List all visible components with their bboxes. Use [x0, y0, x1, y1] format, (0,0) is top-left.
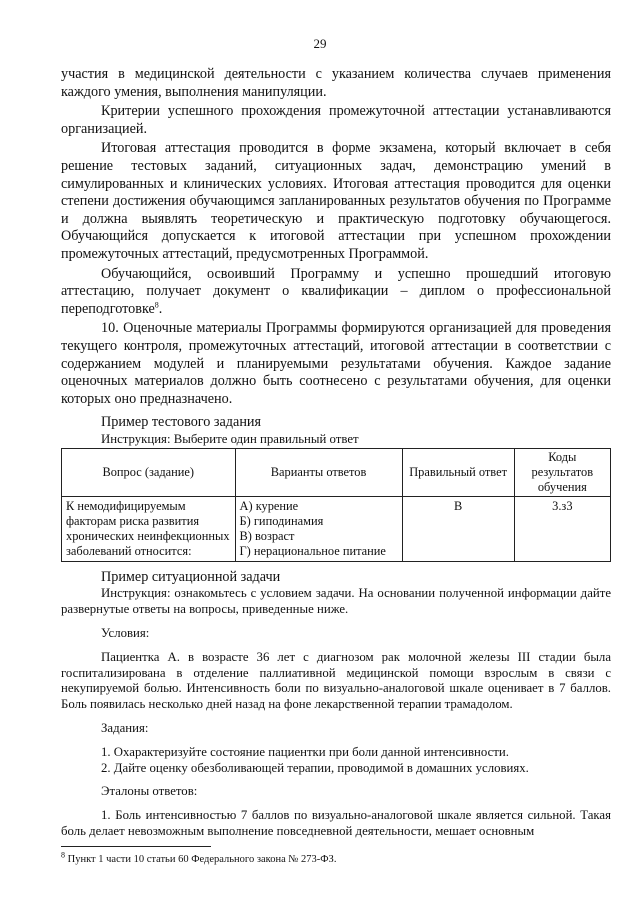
paragraph-participation: участия в медицинской деятельности с указанием количества случаев применения каждого умения, выполнения манипуляции.	[61, 66, 611, 100]
situational-instruction: Инструкция: ознакомьтесь с условием задачи. На основании полученной информации дайте развернутые ответы на вопросы, приведенные ниже.	[61, 586, 611, 617]
footnote	[61, 850, 337, 865]
conditions-text: Пациентка А. в возрасте 36 лет с диагнозом рак молочной железы III стадии была госпитализирована в отделение паллиативной медицинской помощи взрослым в связи с некупируемой болью. Интенсивность боли по визуально-аналоговой шкале оценивает в 7 баллов. Боль появилась несколько дней назад на фоне лекарственной терапии трамадолом.	[61, 649, 611, 712]
tasks-label: Задания:	[101, 721, 149, 736]
situational-task-heading: Пример ситуационной задачи	[101, 568, 281, 585]
table-row	[62, 496, 611, 561]
code-cell: 3.з3	[514, 496, 610, 561]
footnote-divider	[61, 846, 211, 847]
footnote-marker: 8	[61, 850, 65, 860]
option-a: А) курение	[239, 498, 299, 513]
situational-task	[61, 586, 611, 839]
test-instruction: Инструкция: Выберите один правильный ответ	[101, 431, 359, 446]
paragraph-diploma	[61, 266, 611, 319]
test-example-heading: Пример тестового задания	[101, 414, 262, 431]
header-result-codes: Коды результатов обучения	[514, 448, 610, 496]
paragraph-criteria: Критерии успешного прохождения промежуточной аттестации устанавливаются организацией.	[61, 103, 611, 137]
option-c: В) возраст	[239, 528, 295, 543]
table-header-row	[62, 448, 611, 496]
option-b: Б) гиподинамия	[239, 513, 324, 528]
page-number: 29	[313, 36, 327, 51]
answer-text: 1. Боль интенсивностью 7 баллов по визуально-аналоговой шкале является сильной. Такая боль делает невозможным выполнение повседневной деятельности, мешает основным	[61, 808, 611, 839]
document-body	[61, 66, 611, 840]
paragraph-diploma-text: Обучающийся, освоивший Программу и успешно прошедший итоговую аттестацию, получает документ о квалификации – диплом о профессиональной переподготовке	[61, 265, 611, 317]
paragraph-final-attestation: Итоговая аттестация проводится в форме экзамена, который включает в себя решение тестовых заданий, ситуационных задач, демонстрацию умений в симулированных и клинических условиях. Итоговая аттестация проводится для оценки степени достижения обучающимся запланированных результатов обучения по Программе и должна выявлять теоретическую и практическую подготовку обучающегося. Обучающийся допускается к итоговой аттестации при успешном прохождении промежуточных аттестаций, предусмотренных Программой.	[61, 140, 611, 262]
conditions-label: Условия:	[101, 626, 150, 641]
paragraph-assessment-materials: 10. Оценочные материалы Программы формируются организацией для проведения текущего контроля, промежуточных аттестаций, итоговой аттестации в соответствии с содержанием модулей и планируемыми результатами обучения. Каждое задание оценочных материалов должно быть соотнесено с результатами обучения, для оценки которых оно предназначено.	[61, 320, 611, 407]
header-correct-answer: Правильный ответ	[402, 448, 514, 496]
footnote-text: Пункт 1 части 10 статьи 60 Федерального закона № 273-ФЗ.	[65, 854, 337, 865]
task-1: 1. Охарактеризуйте состояние пациентки при боли данной интенсивности.	[101, 744, 509, 759]
paragraph-diploma-end: .	[158, 300, 163, 317]
answer-cell: В	[402, 496, 514, 561]
header-options: Варианты ответов	[235, 448, 402, 496]
header-question: Вопрос (задание)	[62, 448, 236, 496]
footnote-ref: 8	[154, 299, 159, 309]
options-cell	[235, 496, 402, 561]
task-2: 2. Дайте оценку обезболивающей терапии, проводимой в домашних условиях.	[101, 760, 529, 775]
question-cell: К немодифицируемым факторам риска развития хронических неинфекционных заболеваний относится:	[62, 496, 236, 561]
answers-label: Эталоны ответов:	[101, 784, 198, 799]
test-table	[61, 448, 611, 562]
option-d: Г) нерациональное питание	[239, 543, 386, 558]
